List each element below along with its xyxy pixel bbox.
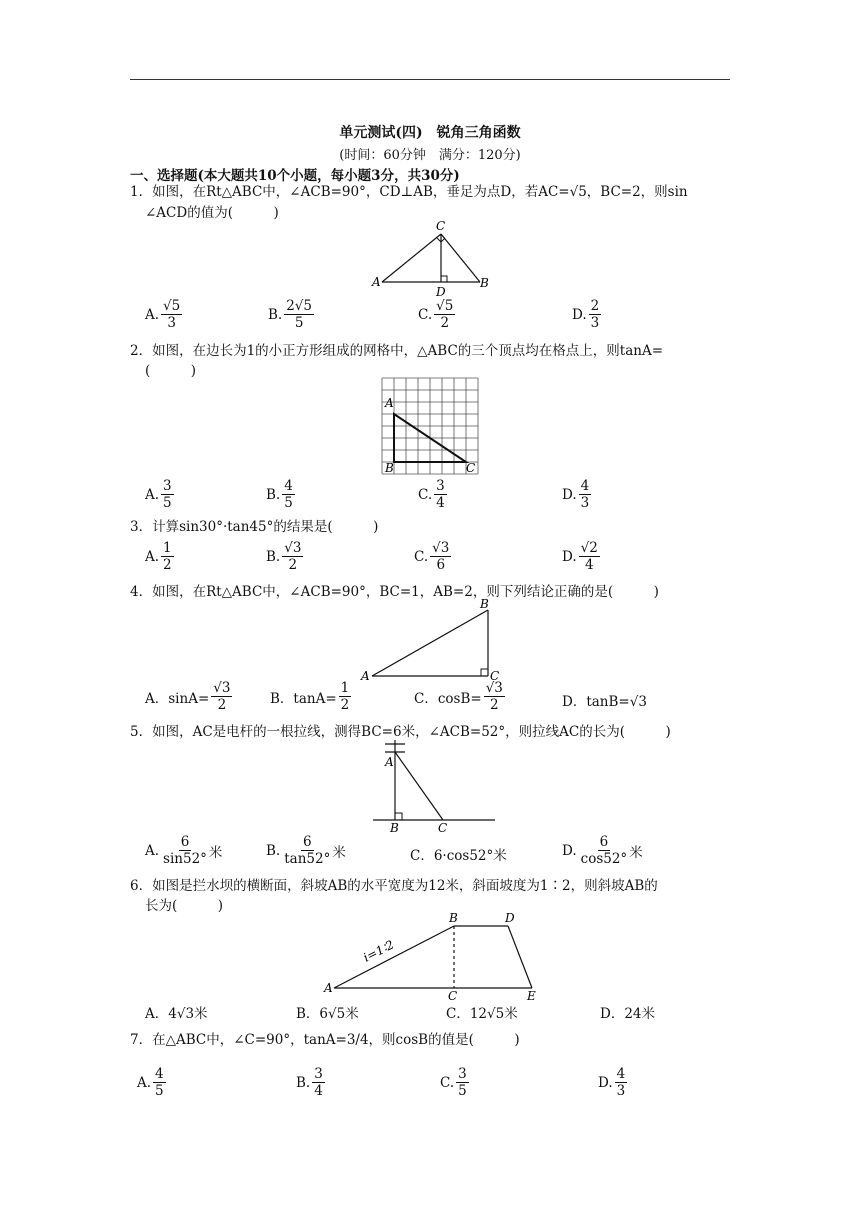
q5-option-d[interactable]: D. $\frac{6}{\cos 52^\circ}$ 米 <box>562 834 643 867</box>
label-B: B <box>385 461 394 475</box>
q2-option-a[interactable]: A. $\frac{3}{5}$ <box>145 478 172 511</box>
question-3-line1: 3．计算sin30°·tan45°的结果是( ) <box>130 519 379 535</box>
q4-option-c[interactable]: C．cosB= $\frac{√3}{2}$ <box>414 680 503 713</box>
question-6-dam-figure <box>322 910 540 1002</box>
q4-option-a[interactable]: A．sinA= $\frac{√3}{2}$ <box>145 680 231 713</box>
question-2-line1: 2．如图，在边长为1的小正方形组成的网格中，△ABC的三个顶点均在格点上，则tanA= <box>130 343 664 359</box>
section-heading: 一、选择题(本大题共10个小题，每小题3分，共30分) <box>130 168 460 184</box>
label-E: E <box>527 989 536 1002</box>
header-rule <box>130 79 730 80</box>
q2-option-d[interactable]: D. $\frac{4}{3}$ <box>562 478 590 511</box>
q1-option-a[interactable]: A. $\frac{√5}{3}$ <box>145 298 181 331</box>
label-B: B <box>480 597 489 611</box>
q3-option-a[interactable]: A. $\frac{1}{2}$ <box>145 540 172 573</box>
q1-option-c[interactable]: C. $\frac{√5}{2}$ <box>418 298 454 331</box>
label-D: D <box>505 911 515 925</box>
label-A: A <box>324 981 333 995</box>
q7-option-a[interactable]: A. $\frac{4}{5}$ <box>137 1066 164 1099</box>
q5-option-a[interactable]: A. $\frac{6}{\sin 52^\circ}$ 米 <box>145 834 223 867</box>
label-B: B <box>449 911 458 925</box>
label-C: C <box>466 461 476 475</box>
question-2-grid-figure <box>380 376 480 476</box>
question-4-figure <box>360 596 500 684</box>
q2-option-b[interactable]: B. $\frac{4}{5}$ <box>266 478 293 511</box>
question-1-line1: 1．如图，在Rt△ABC中，∠ACB=90°，CD⊥AB，垂足为点D，若AC=√5，BC=2，则sin <box>130 184 688 200</box>
q1-option-b[interactable]: B. $\frac{2√5}{5}$ <box>268 298 312 331</box>
page-subtitle: (时间：60分钟 满分：120分) <box>339 148 521 163</box>
q5-option-c[interactable]: C．6·cos52°米 <box>410 848 507 864</box>
label-C: C <box>436 219 446 233</box>
q7-option-c[interactable]: C. $\frac{3}{5}$ <box>440 1066 467 1099</box>
q6-option-c[interactable]: C．12√5米 <box>446 1006 518 1022</box>
q4-option-b[interactable]: B．tanA= $\frac{1}{2}$ <box>270 680 350 713</box>
question-4-line1: 4．如图，在Rt△ABC中，∠ACB=90°，BC=1，AB=2，则下列结论正确的是( ) <box>130 584 659 600</box>
q4-option-d[interactable]: D．tanB=√3 <box>562 694 647 710</box>
q6-option-a[interactable]: A．4√3米 <box>145 1006 208 1022</box>
label-C: C <box>448 989 458 1002</box>
slope-ratio-label: i=1∶2 <box>361 937 397 965</box>
label-A: A <box>361 669 370 683</box>
label-C: C <box>438 821 448 835</box>
question-6-line2: 长为( ) <box>145 898 224 914</box>
q7-option-b[interactable]: B. $\frac{3}{4}$ <box>296 1066 323 1099</box>
question-1-line2: ∠ACD的值为( ) <box>145 205 279 221</box>
q1-option-d[interactable]: D. $\frac{2}{3}$ <box>572 298 600 331</box>
question-1-figure <box>370 218 495 298</box>
q2-option-c[interactable]: C. $\frac{3}{4}$ <box>418 478 445 511</box>
label-B: B <box>390 821 399 835</box>
question-5-line1: 5．如图，AC是电杆的一根拉线，测得BC=6米，∠ACB=52°，则拉线AC的长为( ) <box>130 724 671 740</box>
q3-option-d[interactable]: D. $\frac{√2}{4}$ <box>562 540 598 573</box>
q7-option-d[interactable]: D. $\frac{4}{3}$ <box>598 1066 626 1099</box>
q6-option-d[interactable]: D．24米 <box>600 1006 656 1022</box>
label-A: A <box>385 755 394 769</box>
label-A: A <box>372 275 381 289</box>
q3-option-b[interactable]: B. $\frac{√3}{2}$ <box>266 540 302 573</box>
label-B: B <box>480 276 489 290</box>
label-D: D <box>436 285 446 298</box>
page-title: 单元测试(四) 锐角三角函数 <box>339 125 521 141</box>
question-5-figure <box>365 740 500 835</box>
label-C: C <box>490 669 500 683</box>
label-A: A <box>385 396 394 410</box>
question-2-line2: ( ) <box>145 363 197 379</box>
q3-option-c[interactable]: C. $\frac{√3}{6}$ <box>414 540 450 573</box>
q5-option-b[interactable]: B. $\frac{6}{\tan 52^\circ}$ 米 <box>266 834 346 867</box>
q6-option-b[interactable]: B．6√5米 <box>296 1006 359 1022</box>
question-6-line1: 6．如图是拦水坝的横断面，斜坡AB的水平宽度为12米，斜面坡度为1∶2，则斜坡AB的 <box>130 878 658 894</box>
question-7-line1: 7．在△ABC中，∠C=90°，tanA=3/4，则cosB的值是( ) <box>130 1032 520 1048</box>
